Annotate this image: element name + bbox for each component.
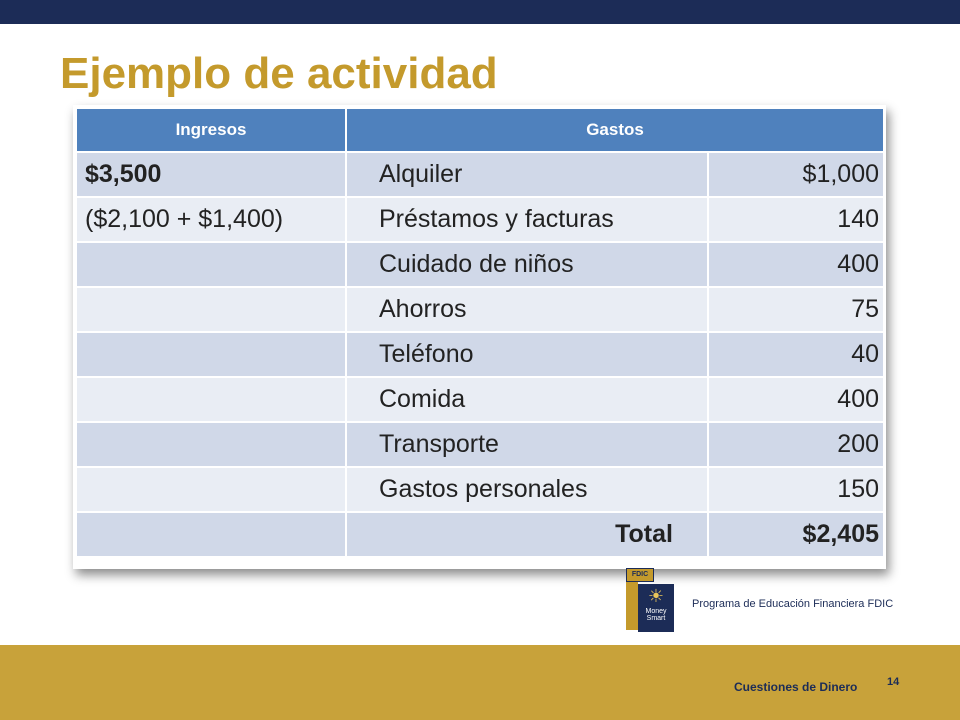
logo-box bbox=[638, 584, 674, 632]
header-expenses: Gastos bbox=[346, 108, 884, 152]
table-row bbox=[76, 197, 884, 242]
table-row bbox=[76, 152, 884, 197]
page-number: 14 bbox=[887, 676, 900, 688]
table-row bbox=[76, 422, 884, 467]
income-cell: ($2,100 + $1,400) bbox=[76, 197, 346, 242]
table-row bbox=[76, 467, 884, 512]
income-cell bbox=[76, 422, 346, 467]
expense-amount: 150 bbox=[708, 467, 884, 512]
income-cell bbox=[76, 332, 346, 377]
income-cell bbox=[76, 287, 346, 332]
income-cell bbox=[76, 377, 346, 422]
expense-amount: 400 bbox=[708, 242, 884, 287]
total-value: $2,405 bbox=[708, 512, 884, 557]
expense-amount: 40 bbox=[708, 332, 884, 377]
logo-gold-strip bbox=[626, 582, 638, 630]
table-row bbox=[76, 332, 884, 377]
sun-icon: ☀ bbox=[647, 586, 665, 606]
money-smart-logo bbox=[626, 568, 674, 630]
expense-amount: 75 bbox=[708, 287, 884, 332]
footer-text: Cuestiones de Dinero bbox=[734, 680, 858, 694]
expense-label: Comida bbox=[346, 377, 708, 422]
program-label: Programa de Educación Financiera FDIC bbox=[692, 598, 894, 610]
logo-main-text: Money Smart bbox=[645, 608, 667, 622]
total-empty-cell bbox=[76, 512, 346, 557]
table-row bbox=[76, 287, 884, 332]
total-label: Total bbox=[346, 512, 708, 557]
expense-amount: 140 bbox=[708, 197, 884, 242]
expense-label: Teléfono bbox=[346, 332, 708, 377]
expense-label: Gastos personales bbox=[346, 467, 708, 512]
table-header-row bbox=[76, 108, 884, 152]
expense-label: Préstamos y facturas bbox=[346, 197, 708, 242]
income-cell bbox=[76, 242, 346, 287]
expense-amount: 200 bbox=[708, 422, 884, 467]
expense-amount: 400 bbox=[708, 377, 884, 422]
top-banner bbox=[0, 0, 960, 24]
table-row bbox=[76, 377, 884, 422]
expense-label: Alquiler bbox=[346, 152, 708, 197]
expense-label: Cuidado de niños bbox=[346, 242, 708, 287]
slide-title: Ejemplo de actividad bbox=[60, 49, 498, 98]
expense-label: Transporte bbox=[346, 422, 708, 467]
total-row bbox=[76, 512, 884, 557]
income-cell bbox=[76, 467, 346, 512]
expense-amount: $1,000 bbox=[708, 152, 884, 197]
fdic-logo-text: FDIC bbox=[626, 568, 654, 582]
header-income: Ingresos bbox=[76, 108, 346, 152]
expense-label: Ahorros bbox=[346, 287, 708, 332]
table-row bbox=[76, 242, 884, 287]
income-cell: $3,500 bbox=[76, 152, 346, 197]
budget-table bbox=[75, 107, 885, 558]
